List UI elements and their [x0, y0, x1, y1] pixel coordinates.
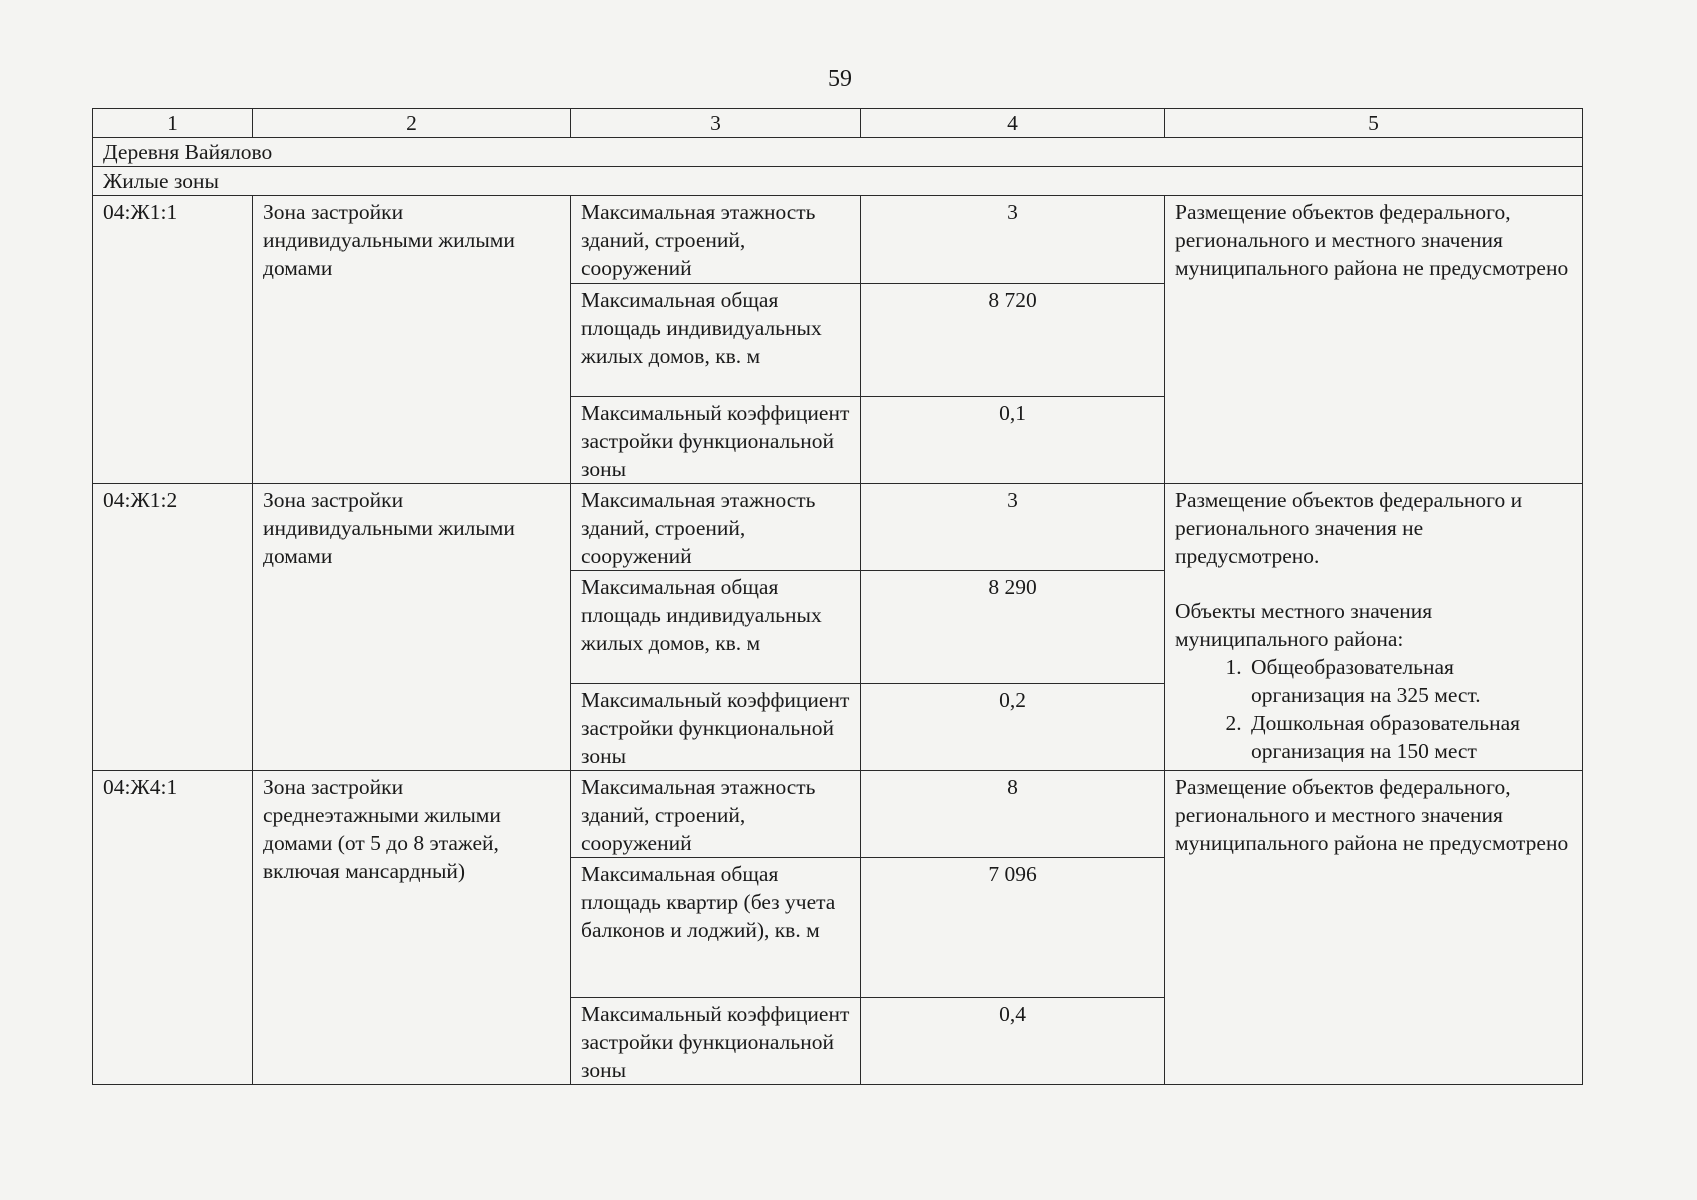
param-label: Максимальная этажность зданий, строений, сооружений [571, 484, 861, 571]
param-label: Максимальная общая площадь индивидуальных жилых домов, кв. м [571, 284, 861, 397]
param-value: 0,2 [861, 684, 1165, 771]
param-label: Максимальный коэффициент застройки функциональной зоны [571, 397, 861, 484]
column-number: 2 [253, 109, 571, 138]
column-number: 1 [93, 109, 253, 138]
zone-notes [1165, 484, 1583, 771]
page-number: 59 [828, 66, 852, 92]
param-value: 3 [861, 484, 1165, 571]
settlement-row [93, 138, 1583, 167]
list-item: 2. Дошкольная образовательная организация на 150 мест [1247, 709, 1572, 765]
section-title: Жилые зоны [93, 167, 1583, 196]
zone-name: Зона застройки индивидуальными жилыми домами [253, 196, 571, 484]
zone-notes [1165, 771, 1583, 1085]
table-row [93, 196, 1583, 284]
column-number: 3 [571, 109, 861, 138]
param-label: Максимальная общая площадь индивидуальных жилых домов, кв. м [571, 571, 861, 684]
param-value: 3 [861, 196, 1165, 284]
column-number: 5 [1165, 109, 1583, 138]
column-number: 4 [861, 109, 1165, 138]
zones-table [92, 108, 1583, 1085]
table-row [93, 484, 1583, 571]
param-value: 0,4 [861, 998, 1165, 1085]
param-value: 8 [861, 771, 1165, 858]
zone-name: Зона застройки среднеэтажными жилыми домами (от 5 до 8 этажей, включая мансардный) [253, 771, 571, 1085]
param-value: 0,1 [861, 397, 1165, 484]
notes-text: Размещение объектов федерального, регионального и местного значения муниципального района не предусмотрено [1175, 775, 1569, 855]
param-label: Максимальный коэффициент застройки функциональной зоны [571, 684, 861, 771]
notes-list [1175, 653, 1572, 765]
zone-code: 04:Ж1:1 [93, 196, 253, 484]
param-label: Максимальная этажность зданий, строений, сооружений [571, 196, 861, 284]
table-row [93, 771, 1583, 858]
zone-notes [1165, 196, 1583, 484]
param-label: Максимальная этажность зданий, строений, сооружений [571, 771, 861, 858]
param-value: 7 096 [861, 858, 1165, 998]
param-value: 8 720 [861, 284, 1165, 397]
section-row [93, 167, 1583, 196]
param-label: Максимальный коэффициент застройки функциональной зоны [571, 998, 861, 1085]
param-label: Максимальная общая площадь квартир (без учета балконов и лоджий), кв. м [571, 858, 861, 998]
param-value: 8 290 [861, 571, 1165, 684]
zone-code: 04:Ж1:2 [93, 484, 253, 771]
notes-subhead: Объекты местного значения муниципального района: [1175, 599, 1433, 651]
zone-name: Зона застройки индивидуальными жилыми домами [253, 484, 571, 771]
zone-code: 04:Ж4:1 [93, 771, 253, 1085]
column-number-row [93, 109, 1583, 138]
notes-text: Размещение объектов федерального и регионального значения не предусмотрено. [1175, 488, 1523, 568]
notes-text: Размещение объектов федерального, регионального и местного значения муниципального района не предусмотрено [1175, 200, 1569, 280]
settlement-name: Деревня Вайялово [93, 138, 1583, 167]
list-item: 1. Общеобразовательная организация на 325 мест. [1247, 653, 1572, 709]
